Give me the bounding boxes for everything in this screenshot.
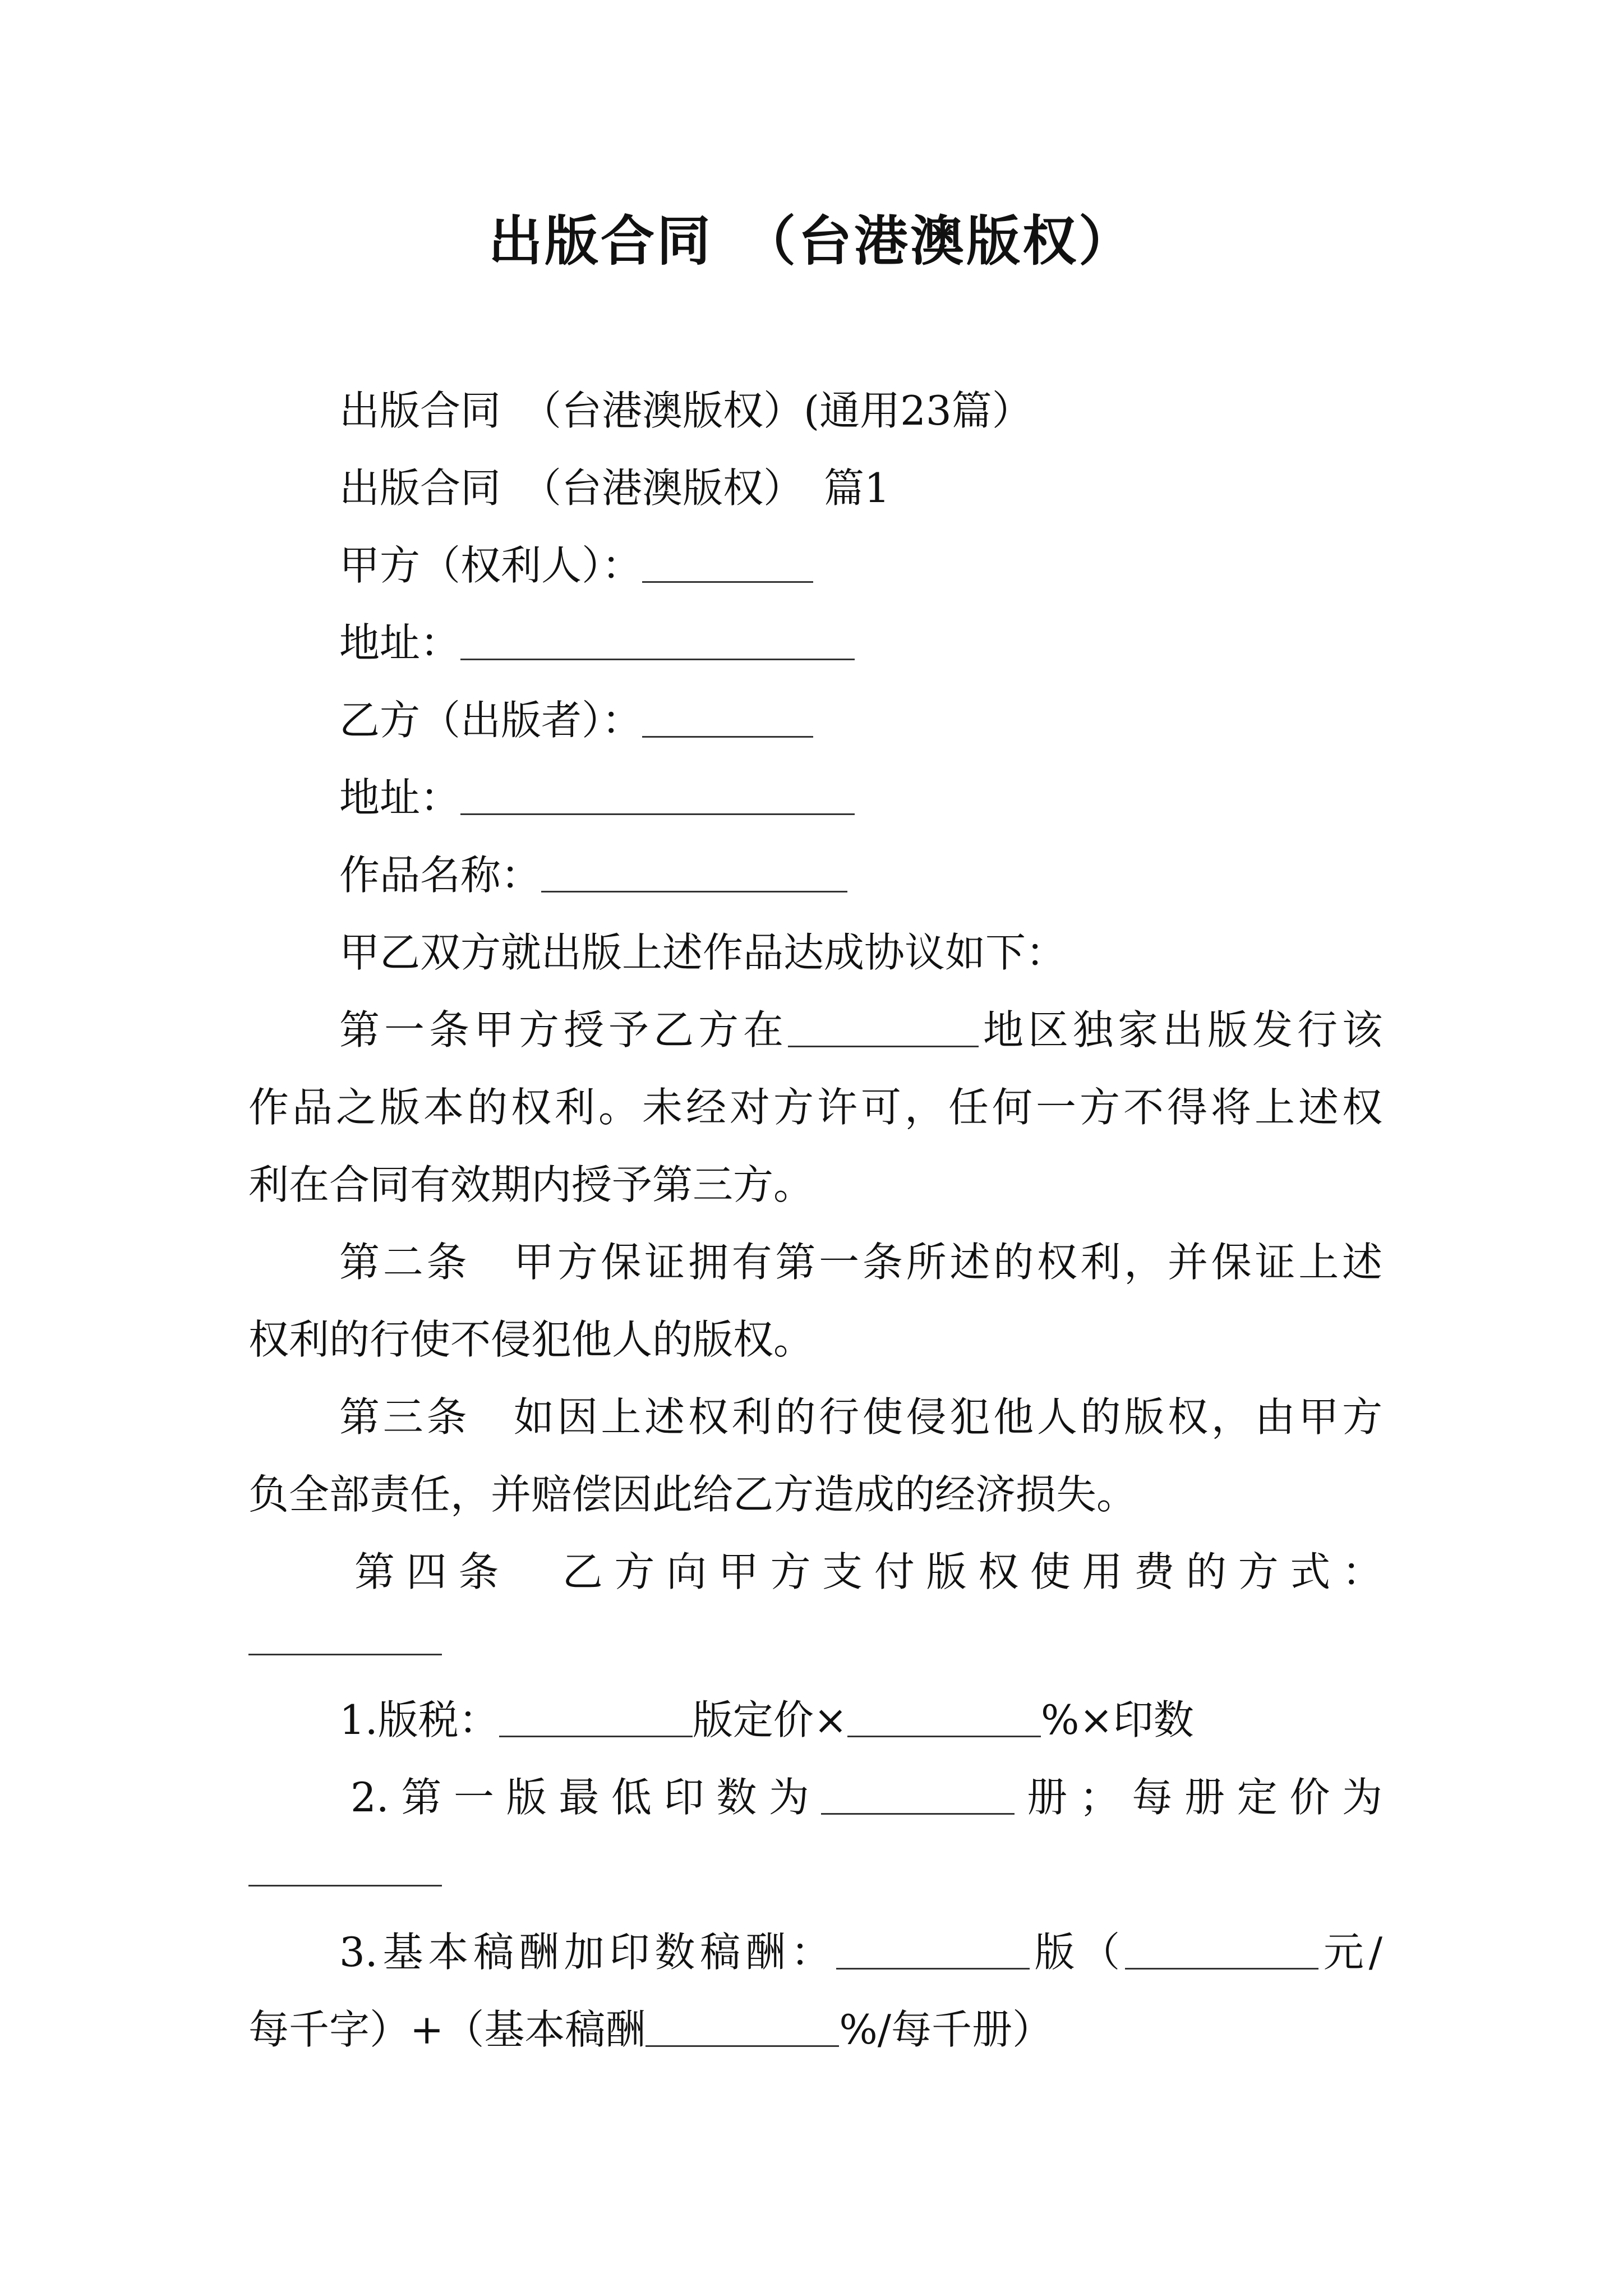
item-2-price-blank <box>248 1885 442 1887</box>
item-2-print-count-blank <box>821 1777 1015 1815</box>
item-2-line: 2.第一版最低印数为 册；每册定价为 <box>351 1774 1382 1821</box>
article-1-line-1: 第一条甲方授予乙方在 地区独家出版发行该 <box>339 1006 1382 1053</box>
article-2-line-1: 第二条 甲方保证拥有第一条所述的权利，并保证上述 <box>339 1239 1382 1286</box>
party-a-blank <box>642 545 813 583</box>
item-3-yuan-blank <box>1125 1932 1318 1970</box>
party-a-address-line <box>339 615 855 671</box>
address-label: 地址： <box>339 619 461 666</box>
address-label: 地址： <box>339 774 461 821</box>
document-title: 出版合同 （台港澳版权） <box>488 209 1135 273</box>
item-3-edition-blank <box>836 1932 1030 1970</box>
article-1-line-2: 作品之版本的权利。未经对方许可，任何一方不得将上述权 <box>248 1084 1382 1131</box>
party-a-label: 甲方（权利人）： <box>339 542 643 589</box>
document-subtitle: 出版合同 （台港澳版权）(通用23篇） <box>339 387 1032 434</box>
party-a-line <box>339 537 813 593</box>
article-4-line-1: 第四条 乙方向甲方支付版权使用费的方式： <box>354 1548 1382 1595</box>
article-4-blank <box>248 1654 442 1655</box>
item-1-edition-blank <box>499 1700 693 1737</box>
article-2-line-2: 权利的行使不侵犯他人的版权。 <box>248 1316 814 1363</box>
article-3-line-2: 负全部责任，并赔偿因此给乙方造成的经济损失。 <box>248 1471 1137 1518</box>
agreement-intro: 甲乙双方就出版上述作品达成协议如下： <box>339 929 1067 976</box>
article-1-line-3: 利在合同有效期内授予第三方。 <box>248 1161 814 1208</box>
region-blank <box>788 1010 979 1047</box>
item-3-line-2: 每千字）+（基本稿酬 %/每千册） <box>248 2006 1053 2053</box>
item-1-line: 1.版税： 版定价× %×印数 <box>339 1696 1194 1743</box>
article-3-line-1: 第三条 如因上述权利的行使侵犯他人的版权，由甲方 <box>339 1393 1382 1441</box>
item-1-rate-blank <box>847 1700 1041 1737</box>
party-b-line <box>339 692 813 748</box>
item-3-percent-blank <box>645 2009 839 2047</box>
party-b-label: 乙方（出版者）： <box>339 697 643 744</box>
party-b-address-line <box>339 770 855 826</box>
work-name-label: 作品名称： <box>339 852 542 899</box>
work-name-blank <box>541 855 847 892</box>
work-name-line <box>339 847 847 903</box>
party-a-address-blank <box>460 623 855 660</box>
party-b-blank <box>642 700 813 738</box>
part-heading: 出版合同 （台港澳版权） 篇1 <box>339 464 890 512</box>
party-b-address-blank <box>460 777 855 815</box>
item-3-line-1: 3.基本稿酬加印数稿酬： 版（ 元/ <box>339 1929 1382 1976</box>
